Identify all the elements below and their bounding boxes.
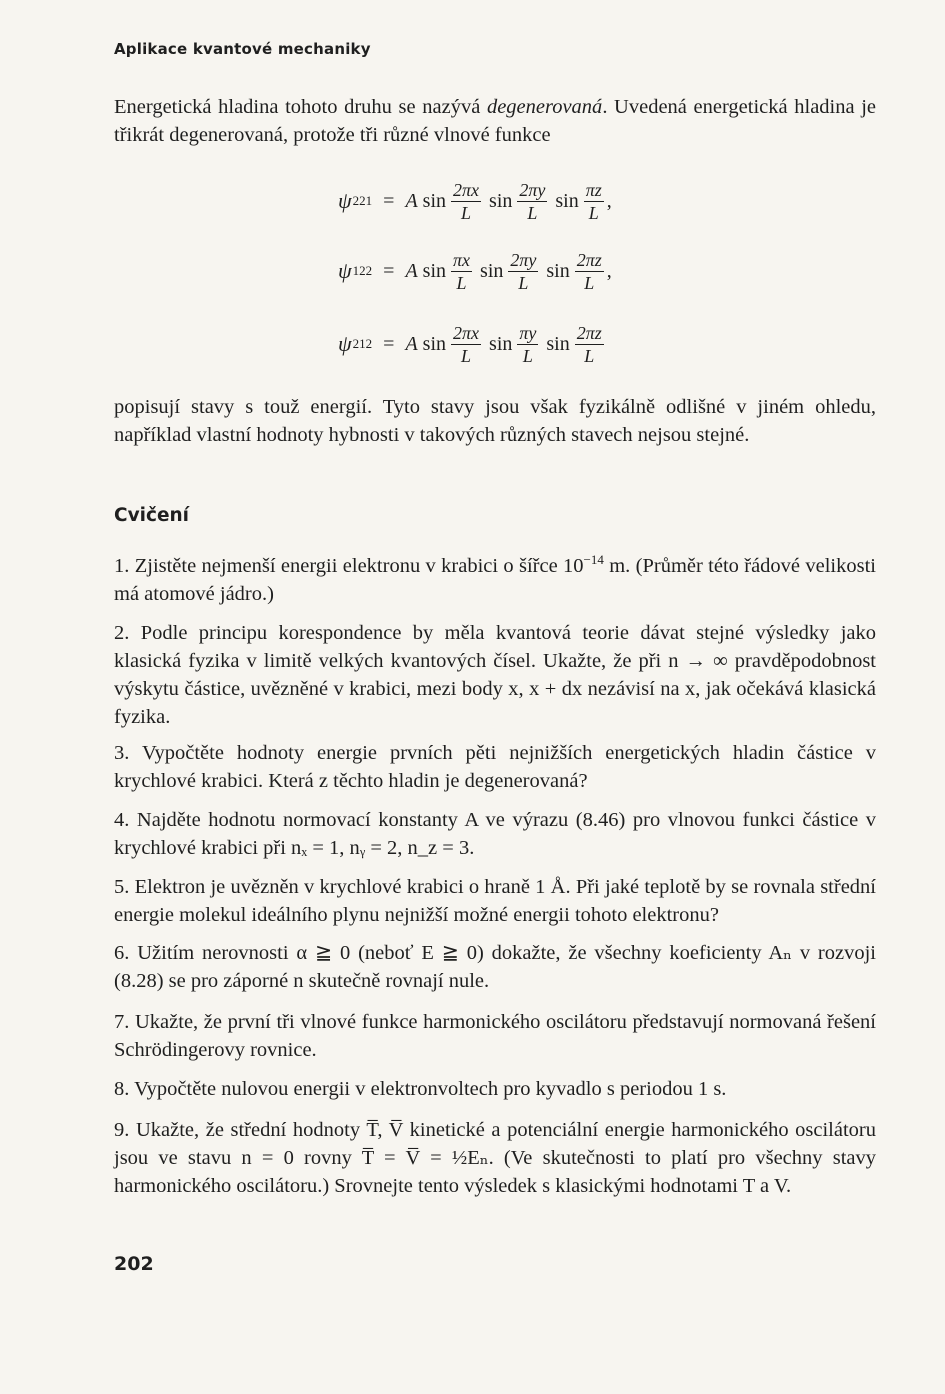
equation-psi-212: [338, 313, 607, 375]
sine-argument-fraction: [508, 249, 538, 294]
sine-function: sin: [546, 332, 570, 355]
sine-function: sin: [489, 332, 513, 355]
sine-argument-fraction: [517, 179, 547, 224]
equation-lhs: ψ: [338, 331, 352, 356]
sine-function: sin: [489, 189, 513, 212]
fraction-numerator: πy: [519, 322, 537, 343]
sine-function: sin: [422, 189, 447, 212]
exercise-3: 3. Vypočtěte hodnoty energie prvních pěti nejnižších energetických hladin částice v krychlové krabici. Která z těchto hladin je degenerovaná?: [114, 742, 876, 792]
sine-argument-fraction: [584, 179, 604, 224]
fraction-numerator: πx: [453, 249, 471, 270]
sine-function: sin: [555, 189, 579, 212]
fraction-denominator: L: [461, 202, 472, 223]
equation-subscript: 122: [352, 263, 373, 278]
exercise-2: 2. Podle principu korespondence by měla kvantová teorie dávat stejné výsledky jako klasická fyzika v limitě velkých kvantových čísel. Ukažte, že při n → ∞ pravděpodobnost výskytu částice, uvězněné v krabici, mezi body x, x + dx nezávisí na x, jak očekává klasická fyzika.: [114, 622, 876, 728]
sine-argument-fraction: [517, 322, 538, 367]
amplitude-coefficient: A: [405, 332, 418, 355]
fraction-denominator: L: [527, 202, 538, 223]
outro-paragraph: popisují stavy s touž energií. Tyto stavy jsou však fyzikálně odlišné v jiném ohledu, například vlastní hodnoty hybnosti v takových různých stavech nejsou stejné.: [114, 396, 876, 446]
fraction-numerator: 2πz: [576, 249, 602, 270]
sine-function: sin: [422, 332, 447, 355]
fraction-numerator: 2πx: [453, 179, 480, 200]
exercise-9: 9. Ukažte, že střední hodnoty T̅, V̅ kinetické a potenciální energie harmonického oscilátoru jsou ve stavu n = 0 rovny T̅ = V̅ = ½Eₙ. (Ve skutečnosti to platí pro všechny stavy harmonického oscilátoru.) Srovnejte tento výsledek s klasickými hodnotami T a V.: [114, 1119, 876, 1197]
fraction-numerator: 2πz: [576, 322, 602, 343]
exercise-8: 8. Vypočtěte nulovou energii v elektronvoltech pro kyvadlo s periodou 1 s.: [114, 1078, 727, 1100]
exercise-1: [114, 552, 876, 608]
equals-sign: =: [383, 332, 395, 355]
exercise-5: 5. Elektron je uvězněn v krychlové krabici o hraně 1 Å. Při jaké teplotě by se rovnala střední energie molekul ideálního plynu nejnižší možné energii tohoto elektronu?: [114, 876, 876, 926]
fraction-denominator: L: [588, 202, 599, 223]
intro-term: degenerovaná: [486, 96, 603, 118]
equals-sign: =: [383, 189, 395, 212]
intro-text: Energetická hladina tohoto druhu se nazývá: [114, 96, 487, 118]
fraction-denominator: L: [456, 272, 467, 293]
exercise-text-continued: m. (Průměr této řádové velikosti má atomové jádro.): [114, 555, 876, 605]
fraction-denominator: L: [518, 272, 529, 293]
fraction-numerator: 2πx: [453, 322, 480, 343]
running-head: Aplikace kvantové mechaniky: [114, 40, 371, 58]
sine-argument-fraction: [575, 322, 604, 367]
equation-psi-221: [338, 170, 612, 232]
fraction-denominator: L: [461, 345, 472, 366]
exercise-text: 1. Zjistěte nejmenší energii elektronu v krabici o šířce 10: [114, 555, 584, 577]
sine-function: sin: [546, 259, 570, 282]
fraction-denominator: L: [584, 345, 595, 366]
equation-lhs: ψ: [338, 188, 352, 213]
page-number: 202: [114, 1253, 154, 1275]
intro-text-continued: . Uvedená energetická hladina je třikrát degenerovaná, protože tři různé vlnové funkce: [114, 96, 877, 146]
section-title: Cvičení: [114, 505, 190, 526]
fraction-denominator: L: [522, 345, 533, 366]
fraction-denominator: L: [584, 272, 595, 293]
equation-psi-122: [338, 240, 612, 302]
sine-function: sin: [480, 259, 504, 282]
fraction-numerator: 2πy: [519, 179, 546, 200]
exponent: −14: [583, 552, 604, 568]
exercise-4: 4. Najděte hodnotu normovací konstanty A ve výrazu (8.46) pro vlnovou funkci částice v krychlové krabici při nₓ = 1, nᵧ = 2, n_z = 3.: [114, 809, 876, 859]
fraction-numerator: πz: [585, 179, 602, 200]
sine-argument-fraction: [575, 249, 604, 294]
sine-function: sin: [422, 259, 447, 282]
exercise-6: 6. Užitím nerovnosti α ≧ 0 (neboť E ≧ 0) dokažte, že všechny koeficienty Aₙ v rozvoji (8.28) se pro záporné n skutečně rovnají nule.: [114, 942, 876, 992]
equation-subscript: 212: [352, 336, 373, 351]
fraction-numerator: 2πy: [510, 249, 537, 270]
equation-trailing-comma: ,: [606, 259, 612, 282]
equation-trailing-comma: ,: [606, 189, 612, 212]
equation-lhs: ψ: [338, 258, 352, 283]
equation-subscript: 221: [352, 193, 373, 208]
amplitude-coefficient: A: [405, 189, 418, 212]
equals-sign: =: [383, 259, 395, 282]
sine-argument-fraction: [451, 179, 481, 224]
intro-paragraph: [114, 93, 876, 149]
sine-argument-fraction: [451, 322, 481, 367]
sine-argument-fraction: [451, 249, 472, 294]
amplitude-coefficient: A: [405, 259, 418, 282]
exercise-7: 7. Ukažte, že první tři vlnové funkce harmonického oscilátoru představují normovaná řešení Schrödingerovy rovnice.: [114, 1011, 876, 1061]
